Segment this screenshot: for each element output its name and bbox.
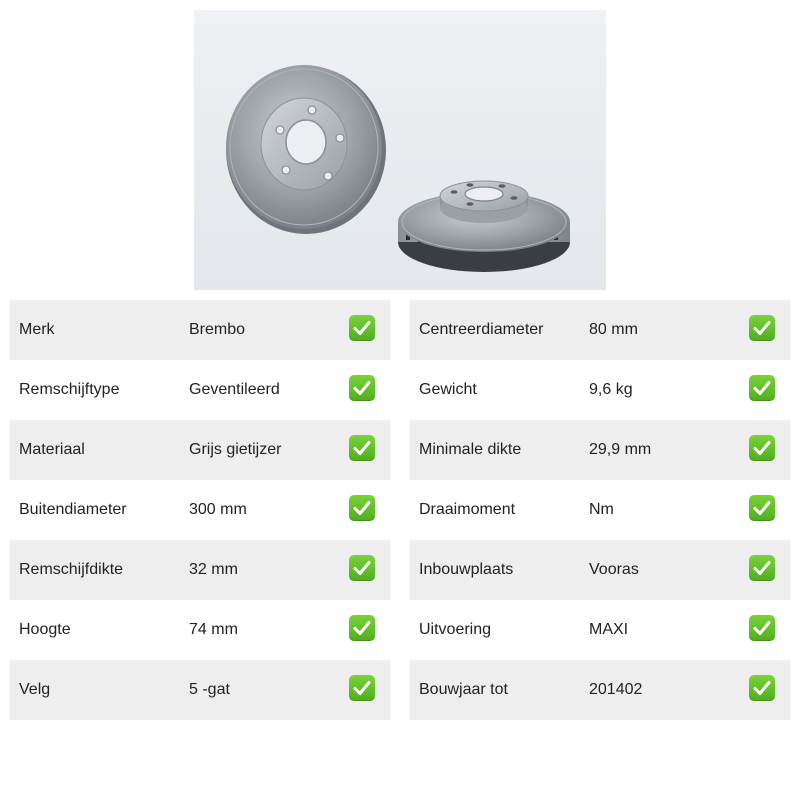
spec-value: Grijs gietijzer [189,441,282,458]
check-icon [349,675,375,701]
spec-label: Draaimoment [419,501,516,518]
spec-row [10,480,390,540]
spec-row [410,360,790,420]
spec-table-left [10,300,390,720]
check-icon [749,435,775,461]
spec-label: Buitendiameter [19,501,127,518]
spec-row [410,420,790,480]
spec-value: 5 -gat [189,681,230,698]
spec-label: Velg [19,681,51,698]
spec-label: Bouwjaar tot [419,681,508,698]
spec-label: Minimale dikte [419,441,522,458]
check-icon [749,315,775,341]
check-icon [749,675,775,701]
check-icon [349,375,375,401]
spec-label: Hoogte [19,621,71,638]
check-icon [749,375,775,401]
spec-row [410,660,790,720]
check-icon [749,615,775,641]
spec-label: Gewicht [419,381,477,398]
spec-value: 74 mm [189,621,238,638]
check-icon [749,495,775,521]
spec-value: 300 mm [189,501,247,518]
check-icon [349,495,375,521]
check-icon [349,555,375,581]
check-icon [349,435,375,461]
spec-value: 32 mm [189,561,238,578]
spec-row [410,600,790,660]
spec-table-right [410,300,790,720]
spec-value: Brembo [189,321,246,338]
spec-label: Merk [19,321,55,338]
spec-value: MAXI [589,621,629,638]
spec-label: Materiaal [19,441,85,458]
spec-row [10,360,390,420]
spec-row [10,600,390,660]
spec-row [10,540,390,600]
spec-label: Inbouwplaats [419,561,514,578]
check-icon [349,315,375,341]
spec-row [10,660,390,720]
spec-label: Uitvoering [419,621,492,638]
spec-label: Remschijfdikte [19,561,124,578]
spec-row [410,540,790,600]
spec-label: Remschijftype [19,381,120,398]
spec-row [10,420,390,480]
spec-value: 29,9 mm [589,441,652,458]
product-image [194,10,606,290]
check-icon [749,555,775,581]
spec-value: 80 mm [589,321,638,338]
spec-value: Vooras [589,561,639,578]
spec-value: 9,6 kg [589,381,633,398]
spec-row [410,300,790,360]
spec-value: Geventileerd [189,381,280,398]
spec-row [10,300,390,360]
spec-value: Nm [589,501,614,518]
spec-label: Centreerdiameter [419,321,544,338]
spec-row [410,480,790,540]
spec-value: 201402 [589,681,643,698]
check-icon [349,615,375,641]
brake-disc-image [194,10,606,290]
